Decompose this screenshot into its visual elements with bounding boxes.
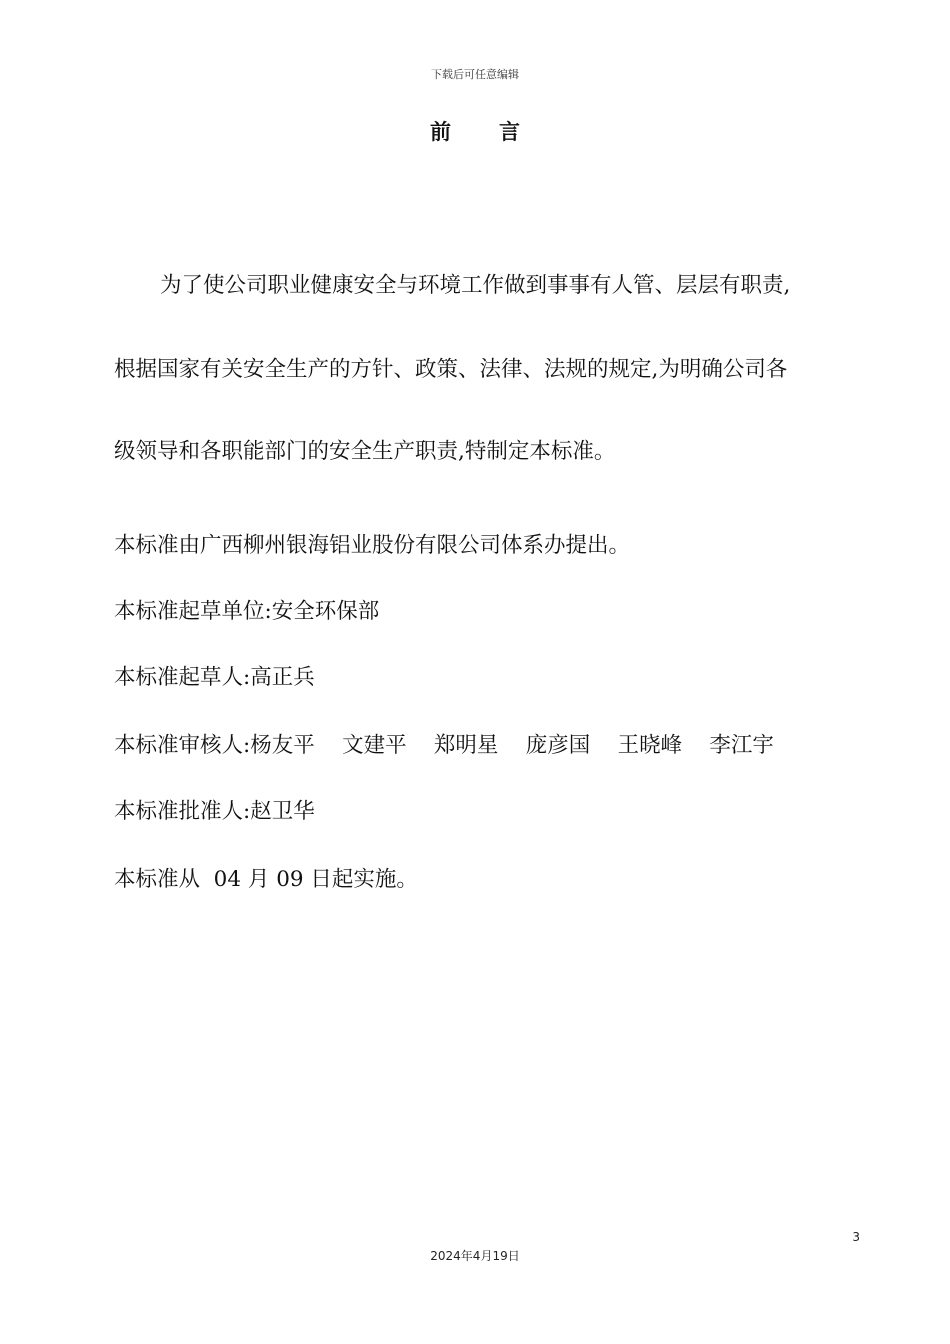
drafting-unit-line: 本标准起草单位:安全环保部 [114, 599, 380, 624]
header-note: 下载后可任意编辑 [431, 68, 519, 81]
drafter-line: 本标准起草人:高正兵 [114, 665, 315, 690]
effective-date-line: 本标准从 04 月 09 日起实施。 [114, 867, 418, 892]
document-title: 前言 [430, 120, 568, 144]
intro-line: 级领导和各职能部门的安全生产职责,特制定本标准。 [114, 439, 616, 464]
intro-line: 为了使公司职业健康安全与环境工作做到事事有人管、层层有职责, [160, 273, 791, 298]
intro-line: 根据国家有关安全生产的方针、政策、法律、法规的规定,为明确公司各 [114, 357, 788, 382]
reviewers-line: 本标准审核人:杨友平 文建平 郑明星 庞彦国 王晓峰 李江宇 [114, 733, 774, 758]
footer-date: 2024年4月19日 [430, 1249, 520, 1263]
page-number: 3 [852, 1230, 860, 1244]
approver-line: 本标准批准人:赵卫华 [114, 799, 315, 824]
proposer-line: 本标准由广西柳州银海铝业股份有限公司体系办提出。 [114, 533, 631, 558]
